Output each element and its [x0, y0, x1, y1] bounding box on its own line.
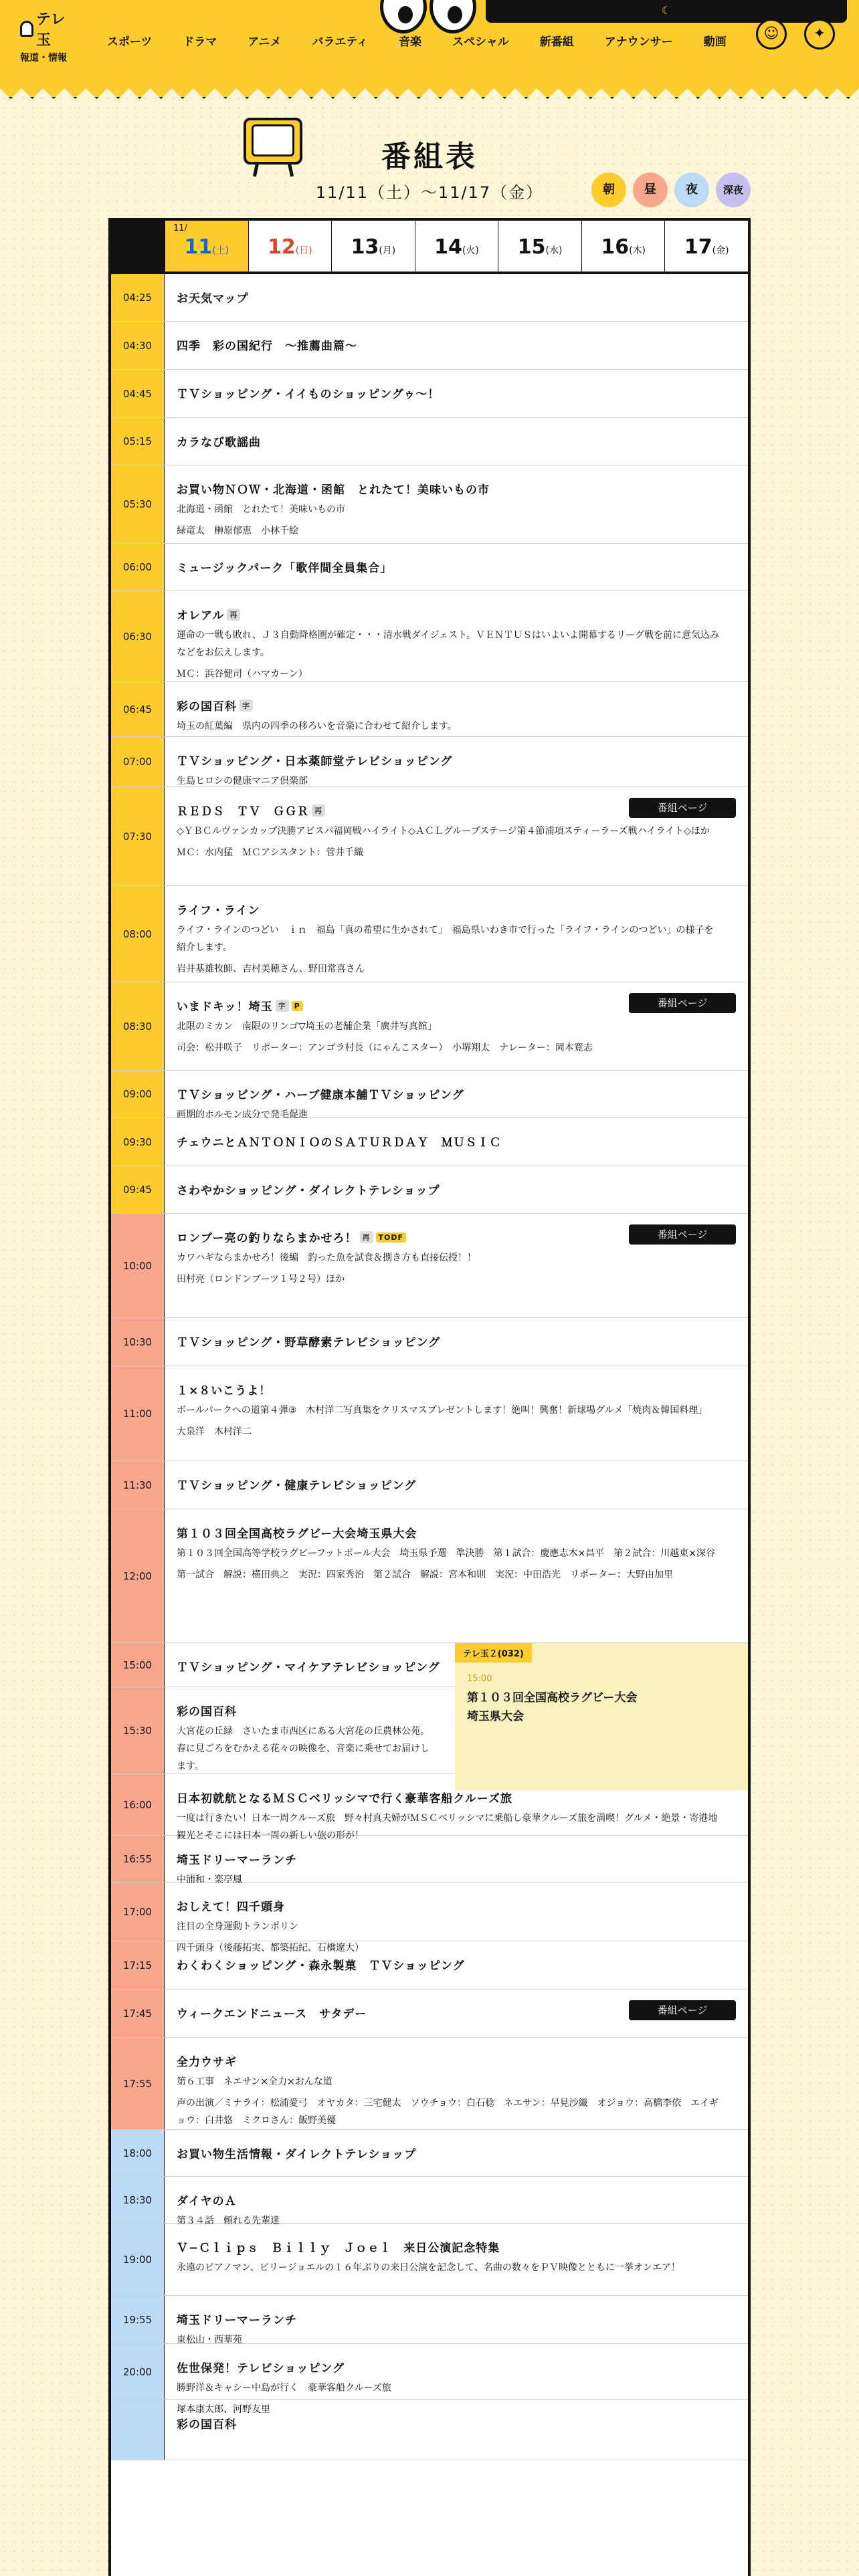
program-time: 06:45 [111, 682, 165, 736]
program-title[interactable] [177, 558, 736, 575]
program-desc: 第６工事 ネエサン×全力×おんな道 [177, 2076, 332, 2087]
program-row[interactable] [111, 682, 748, 737]
program-title-text[interactable]: いまドキッ！埼玉 [177, 1000, 273, 1014]
program-row[interactable] [111, 1509, 748, 1643]
program-title[interactable] [177, 1850, 736, 1867]
program-time: 20:00 [111, 2344, 165, 2399]
program-body [165, 2130, 748, 2176]
schedule-table [108, 218, 751, 2576]
program-body [165, 886, 748, 982]
program-title[interactable] [177, 2191, 736, 2208]
program-row[interactable] [111, 370, 748, 418]
day-weekday: (火) [462, 245, 479, 256]
program-desc: 第３４話 頼れる先輩達 [177, 2216, 280, 2226]
program-desc: 永遠のピアノマン、ビリージョエルの１６年ぶりの来日公演を記念して、名曲の数々をＰＶ映像とともに一挙オンエア！ [177, 2262, 680, 2273]
program-body [165, 1461, 748, 1509]
date-range: 11/11（土）〜11/17（金） [315, 183, 544, 202]
tele2-time: 15:00 [467, 1674, 492, 1684]
nav-item[interactable]: 動画 [703, 35, 727, 49]
program-time: 17:55 [111, 2038, 165, 2129]
program-title-text[interactable]: わくわくショッピング・森永製菓 ＴＶショッピング [177, 1959, 465, 1973]
program-desc: 四千頭身（後藤拓実、都築拓紀、石橋遼大） [177, 1943, 364, 1953]
day-num: 17 [684, 235, 712, 259]
program-row[interactable] [111, 1687, 455, 1774]
program-page-button[interactable]: 番組ページ [629, 1224, 736, 1245]
page-title: 番組表 [381, 140, 478, 174]
program-title[interactable] [177, 2004, 736, 2021]
program-title[interactable] [177, 289, 736, 306]
timezone-button[interactable]: 朝 [591, 173, 626, 207]
program-title-text[interactable]: おしえて！四千頭身 [177, 1901, 285, 1914]
day-tab[interactable] [498, 221, 581, 272]
program-title-text[interactable]: お買い物生活情報・ダイレクトテレショップ [177, 2148, 417, 2161]
timezone-button[interactable]: 昼 [633, 173, 668, 207]
program-title[interactable] [177, 901, 736, 918]
day-number [498, 235, 581, 259]
program-row[interactable] [111, 1118, 748, 1166]
day-number [249, 235, 332, 259]
program-row[interactable] [111, 1166, 748, 1214]
program-row[interactable] [111, 465, 748, 544]
program-title[interactable] [177, 752, 736, 768]
program-time: 10:00 [111, 1214, 165, 1317]
program-title-text[interactable]: チェウニとＡＮＴＯＮＩＯのＳＡＴＵＲＤＡＹ ＭＵＳＩＣ [177, 1136, 502, 1150]
program-title-text[interactable]: 佐世保発！テレビショッピング [177, 2362, 345, 2375]
program-time: 17:00 [111, 1883, 165, 1941]
program-row[interactable] [111, 2296, 748, 2344]
program-title-text[interactable]: 彩の国百科 [177, 700, 237, 714]
program-time: 18:00 [111, 2130, 165, 2176]
program-row[interactable] [111, 1071, 748, 1118]
program-body [165, 1643, 455, 1687]
program-row[interactable] [111, 1836, 748, 1883]
program-row[interactable] [111, 982, 748, 1071]
program-title[interactable] [177, 2415, 736, 2432]
program-row[interactable] [111, 322, 748, 370]
program-time: 15:30 [111, 1687, 165, 1774]
program-title[interactable] [177, 606, 736, 623]
program-page-button[interactable]: 番組ページ [629, 2000, 736, 2020]
program-time: 07:00 [111, 737, 165, 786]
site-logo[interactable] [20, 8, 67, 64]
day-weekday: (土) [212, 245, 229, 256]
nav-item[interactable]: 音楽 [399, 35, 422, 49]
tele2-name: テレ玉２ [463, 1649, 498, 1659]
logo-text: テレ玉 [36, 11, 66, 49]
day-weekday: (金) [712, 245, 729, 256]
day-num: 13 [351, 235, 379, 259]
day-num: 16 [601, 235, 630, 259]
day-num: 11 [184, 235, 213, 259]
program-time: 05:15 [111, 418, 165, 465]
program-row[interactable] [111, 1990, 748, 2038]
program-desc: 司会：松井咲子 リポーター：アンゴラ村長（にゃんこスター） 小堺翔太 ナレーター：岡本寛志 [177, 1043, 593, 1053]
program-title[interactable] [177, 1789, 736, 1806]
program-row[interactable] [111, 1643, 455, 1687]
program-title-text[interactable]: ＴＶショッピング・マイケアテレビショッピング [177, 1661, 440, 1675]
program-body [165, 2344, 748, 2415]
program-title-text[interactable]: 埼玉ドリーマーランチ [177, 2314, 297, 2327]
program-time: 04:25 [111, 274, 165, 321]
program-desc: ◇ＹＢＣルヴァンカップ決勝アビスパ福岡戦ハイライト◇ＡＣＬグループステージ第４節浦項スティーラーズ戦ハイライト◇ほか [177, 826, 710, 837]
program-title[interactable] [177, 1085, 736, 1102]
program-title[interactable] [177, 2359, 736, 2375]
program-time: 16:00 [111, 1774, 165, 1835]
day-weekday: (日) [295, 245, 312, 256]
program-title[interactable] [177, 385, 736, 401]
program-desc: ライフ・ラインのつどい ｉｎ 福島「真の希望に生かされて」 福島県いわき市で行った「ライフ・ラインのつどい」の様子を紹介します。 [177, 925, 714, 953]
program-body [165, 465, 748, 543]
program-time: 19:55 [111, 2296, 165, 2343]
program-title[interactable] [177, 1956, 736, 1973]
program-desc: カワハギならまかせろ！後編 釣った魚を試食＆捌き方も直接伝授！！ [177, 1253, 476, 1263]
program-title-text[interactable]: ライフ・ライン [177, 904, 260, 918]
program-badge: 再 [360, 1231, 373, 1243]
program-title-text[interactable]: ＲＥＤＳ ＴＶ ＧＧＲ [177, 805, 309, 819]
program-body [165, 982, 748, 1070]
program-desc: 塚本康太郎、河野友里 [177, 2404, 270, 2415]
day-number [665, 235, 748, 259]
tv-logo-icon [20, 21, 33, 37]
program-desc: ボールパークへの道第４弾③ 木村洋二写真集をクリスマスプレゼントします！絶叫！興奮！新球場グルメ「焼肉＆韓国料理」 [177, 1405, 708, 1416]
program-row[interactable] [111, 1461, 748, 1509]
program-title-text[interactable]: お買い物ＮＯＷ・北海道・函館 とれたて！美味いもの市 [177, 484, 490, 497]
mascot-icon[interactable]: ☺ [756, 19, 787, 49]
program-title[interactable] [177, 1524, 736, 1541]
tele2-program[interactable] [455, 1643, 748, 1790]
program-time: 17:45 [111, 1990, 165, 2037]
program-badge: 再 [312, 804, 325, 817]
program-time: 12:00 [111, 1509, 165, 1642]
program-time: 04:30 [111, 322, 165, 369]
program-desc: 大泉洋 木村洋二 [177, 1426, 252, 1437]
program-body [165, 1941, 748, 1989]
program-row[interactable] [111, 2038, 748, 2130]
tele2-ch: (032) [497, 1649, 524, 1659]
program-title[interactable] [177, 1897, 736, 1914]
program-title[interactable] [177, 2145, 736, 2161]
program-row[interactable] [111, 886, 748, 982]
program-desc: 一度は行きたい！日本一周クルーズ旅 野々村真夫婦がＭＳＣベリッシマに乗船し豪華クルーズ旅を満喫！グルメ・絶景・寄港地観光とそこには日本一周の新しい旅の形が！ [177, 1813, 718, 1841]
program-time: 17:15 [111, 1941, 165, 1989]
program-desc: 埼玉の紅葉編 県内の四季の移ろいを音楽に合わせて紹介します。 [177, 721, 457, 732]
program-title-text[interactable]: １×８いこうよ！ [177, 1384, 272, 1398]
nav-item[interactable]: アニメ [248, 35, 282, 49]
day-number [415, 235, 498, 259]
program-time: 06:30 [111, 591, 165, 681]
day-number [332, 235, 415, 259]
program-title[interactable] [177, 2238, 736, 2255]
program-body [165, 1687, 455, 1774]
program-title-text[interactable]: ＴＶショッピング・イイものショッピングゥ〜！ [177, 388, 440, 401]
program-body [165, 2296, 748, 2343]
program-body [165, 1990, 748, 2037]
day-month: 11/ [173, 223, 187, 233]
program-title[interactable] [177, 1702, 443, 1719]
program-body [165, 591, 748, 681]
program-title[interactable] [177, 802, 736, 819]
program-time: 07:30 [111, 787, 165, 885]
program-title-text[interactable]: 埼玉ドリーマーランチ [177, 1854, 297, 1867]
day-num: 15 [517, 235, 546, 259]
mascot-eyes-icon [380, 0, 479, 33]
program-desc: 勝野洋＆キャシー中島が行く 豪華客船クルーズ旅 [177, 2383, 391, 2393]
program-row[interactable] [111, 1941, 748, 1990]
program-time: 11:00 [111, 1366, 165, 1461]
program-body [165, 1318, 748, 1366]
program-time: 11:30 [111, 1461, 165, 1509]
top-search-bar[interactable] [486, 0, 847, 23]
program-title-text[interactable]: 四季 彩の国紀行 〜推薦曲篇〜 [177, 340, 357, 353]
program-body [165, 787, 748, 885]
timezone-button[interactable]: 夜 [674, 173, 709, 207]
program-title[interactable] [177, 1133, 736, 1150]
program-title-text[interactable]: オレアル [177, 609, 225, 623]
program-title-text[interactable]: ロンブー亮の釣りならまかせろ！ [177, 1232, 357, 1245]
program-body [165, 737, 748, 786]
program-title[interactable] [177, 1381, 736, 1398]
program-title-text[interactable]: ＴＶショッピング・野草酵素テレビショッピング [177, 1336, 441, 1350]
program-title[interactable] [177, 2052, 736, 2069]
program-time: 18:30 [111, 2177, 165, 2223]
program-desc: 北海道・函館 とれたて！美味いもの市 [177, 504, 345, 515]
day-weekday: (木) [629, 245, 646, 256]
program-row[interactable] [111, 787, 748, 886]
nav-item[interactable]: ドラマ [183, 35, 217, 49]
program-badge: 字 [276, 1000, 289, 1012]
program-badge: TODF [376, 1232, 407, 1243]
nav-item[interactable]: スポーツ [107, 35, 153, 49]
program-body [165, 1118, 748, 1166]
program-desc: 岩井基雄牧師、吉村美穂さん、野田常喜さん [177, 964, 365, 974]
program-time: 10:30 [111, 1318, 165, 1366]
program-row[interactable] [111, 2344, 748, 2415]
program-row[interactable] [111, 1214, 748, 1318]
program-desc: 田村亮（ロンドンブーツ１号２号）ほか [177, 1274, 345, 1285]
program-row[interactable] [111, 2130, 748, 2177]
nav-item[interactable]: スペシャル [452, 35, 509, 49]
program-badge: P [292, 1001, 303, 1011]
day-number [582, 235, 665, 259]
program-row[interactable] [111, 1366, 748, 1461]
program-row[interactable] [111, 1318, 748, 1366]
program-body [165, 682, 748, 736]
program-title[interactable] [177, 1658, 443, 1675]
program-row[interactable] [111, 418, 748, 465]
day-tab[interactable] [581, 221, 665, 272]
program-title-text[interactable]: お天気マップ [177, 292, 249, 306]
program-desc: 第一試合 解説：横田典之 実況：四家秀治 第２試合 解説：宮本和則 実況：中田浩光 リポーター：大野由加里 [177, 1570, 673, 1580]
program-desc: 運命の一戦も敗れ、Ｊ３自動降格圏が確定・・・清水戦ダイジェスト。ＶＥＮＴＵＳはいよいよ開幕するリーグ戦を前に意気込みなどをお伝えします。 [177, 630, 720, 658]
program-body [165, 544, 748, 591]
day-tab[interactable] [664, 221, 748, 272]
program-title[interactable] [177, 1476, 736, 1493]
program-title-text[interactable]: ダイヤのＡ [177, 2195, 237, 2208]
program-time: 09:30 [111, 1118, 165, 1166]
day-num: 14 [434, 235, 462, 259]
program-body [165, 2224, 748, 2295]
program-desc: 声の出演／ミナライ：松浦愛弓 オヤカタ：三宅健太 ソウチョウ：白石稔 ネエサン：早見沙織 オジョウ：高橋李依 エイギョウ：白井悠 ミクロさん：飯野美優 [177, 2098, 719, 2126]
program-title-text[interactable]: ウィークエンドニュース サタデー [177, 2008, 367, 2021]
title-area [0, 107, 859, 207]
program-title-text[interactable]: 全力ウサギ [177, 2056, 237, 2069]
program-title-text[interactable]: 第１０３回全国高校ラグビー大会埼玉県大会 [177, 1527, 417, 1541]
program-title-text[interactable]: ミュージックパーク「歌伴間全員集合」 [177, 562, 393, 575]
program-row[interactable] [111, 2177, 748, 2224]
program-row[interactable] [111, 2224, 748, 2296]
program-desc: 東松山・西華苑 [177, 2335, 242, 2345]
program-title[interactable] [177, 1181, 736, 1198]
program-time [111, 2400, 165, 2460]
character-icon[interactable]: ✦ [804, 19, 835, 49]
program-body [165, 322, 748, 369]
main-nav [107, 32, 757, 49]
nav-item[interactable]: バラエティ [312, 35, 369, 49]
program-body [165, 1366, 748, 1461]
program-title[interactable] [177, 433, 736, 449]
program-time: 06:00 [111, 544, 165, 591]
program-body [165, 1883, 748, 1953]
program-row[interactable] [111, 544, 748, 591]
program-row[interactable] [111, 591, 748, 682]
program-body [165, 418, 748, 465]
program-title-text[interactable]: 日本初就航となるＭＳＣベリッシマで行く豪華客船クルーズ旅 [177, 1792, 512, 1806]
program-title-text[interactable]: Ｖ−Ｃｌｉｐｓ Ｂｉｌｌｙ Ｊｏｅｌ 来日公演記念特集 [177, 2242, 500, 2255]
day-tab[interactable] [415, 221, 498, 272]
program-body [165, 1509, 748, 1642]
day-number [165, 235, 248, 259]
program-title-text[interactable]: さわやかショッピング・ダイレクトテレショップ [177, 1184, 440, 1198]
program-time: 05:30 [111, 465, 165, 543]
tele2-title[interactable]: 第１０３回全国高校ラグビー大会埼玉県大会 [467, 1691, 638, 1723]
program-badge: 字 [240, 700, 253, 712]
program-title-text[interactable]: 彩の国百科 [177, 1705, 237, 1719]
program-title[interactable] [177, 1333, 736, 1350]
day-tab[interactable] [331, 221, 415, 272]
day-tab[interactable] [165, 221, 248, 272]
program-desc: 生島ヒロシの健康マニア倶楽部 [177, 776, 308, 786]
tele2-label [455, 1643, 532, 1662]
program-body [165, 1071, 748, 1120]
program-title-text[interactable]: ＴＶショッピング・健康テレビショッピング [177, 1479, 417, 1493]
program-time: 09:00 [111, 1071, 165, 1117]
nav-item[interactable]: アナウンサー [604, 35, 673, 49]
program-time: 08:00 [111, 886, 165, 982]
nav-item-news[interactable]: 報道・情報 [20, 53, 67, 64]
program-title[interactable] [177, 1228, 736, 1245]
program-title[interactable] [177, 697, 736, 714]
program-desc: 画期的ホルモン成分で発毛促進 [177, 1109, 308, 1120]
program-desc: 緑竜太 榊原郁恵 小林千絵 [177, 526, 298, 536]
program-body [165, 1836, 748, 1885]
program-page-button[interactable]: 番組ページ [629, 993, 736, 1013]
timezone-button[interactable]: 深夜 [716, 173, 751, 207]
program-body [165, 2177, 748, 2226]
program-body [165, 274, 748, 321]
program-desc: ＭＣ：浜谷健司（ハマカーン） [177, 669, 308, 679]
moon-icon: ☾ [661, 4, 672, 17]
program-desc: 大宮花の丘緑 さいたま市西区にある大宮花の丘農林公苑。春に見ごろをむかえる花々の映像を、音楽に乗せてお届けします。 [177, 1726, 430, 1772]
program-desc: 北限のミカン 南限のリンゴ▽埼玉の老舗企業「廣井写真館」 [177, 1021, 437, 1032]
program-desc: 第１０３回全国高等学校ラグビーフットボール大会 埼玉県予選 準決勝 第１試合：慶應志木×昌平 第２試合：川越東×深谷 [177, 1548, 715, 1559]
program-desc: ＭＣ：水内猛 ＭＣアシスタント：菅井千織 [177, 847, 364, 858]
nav-item[interactable]: 新番組 [539, 35, 574, 49]
program-body [165, 2400, 748, 2460]
day-tabs [111, 221, 748, 274]
program-title-text[interactable]: ＴＶショッピング・ハーブ健康本舗ＴＶショッピング [177, 1089, 464, 1102]
program-badge: 再 [227, 609, 240, 621]
program-time: 19:00 [111, 2224, 165, 2295]
day-tab[interactable] [248, 221, 332, 272]
day-num: 12 [268, 235, 296, 259]
day-weekday: (水) [545, 245, 563, 256]
program-time: 09:45 [111, 1166, 165, 1213]
program-title[interactable] [177, 997, 736, 1014]
program-title[interactable] [177, 336, 736, 353]
program-title-text[interactable]: 彩の国百科 [177, 2418, 237, 2432]
program-time: 04:45 [111, 370, 165, 417]
program-body [165, 370, 748, 417]
program-body [165, 2038, 748, 2129]
program-page-button[interactable]: 番組ページ [629, 798, 736, 818]
program-title-text[interactable]: カラなび歌謡曲 [177, 436, 261, 449]
program-desc: 中浦和・楽亭鳳 [177, 1874, 242, 1885]
program-title-text[interactable]: ＴＶショッピング・日本薬師堂テレビショッピング [177, 755, 453, 768]
corner-cell [111, 221, 165, 272]
day-weekday: (月) [379, 245, 396, 256]
program-row[interactable] [111, 737, 748, 787]
program-row[interactable] [111, 1883, 748, 1953]
program-body [165, 1166, 748, 1213]
program-time: 16:55 [111, 1836, 165, 1882]
program-row[interactable] [111, 274, 748, 322]
program-title[interactable] [177, 480, 736, 497]
program-row[interactable] [111, 2400, 748, 2460]
program-body [165, 1214, 748, 1317]
program-title[interactable] [177, 2311, 736, 2327]
program-time: 08:30 [111, 982, 165, 1070]
program-time: 15:00 [111, 1643, 165, 1687]
program-desc: 注目の全身運動トランポリン [177, 1921, 298, 1932]
